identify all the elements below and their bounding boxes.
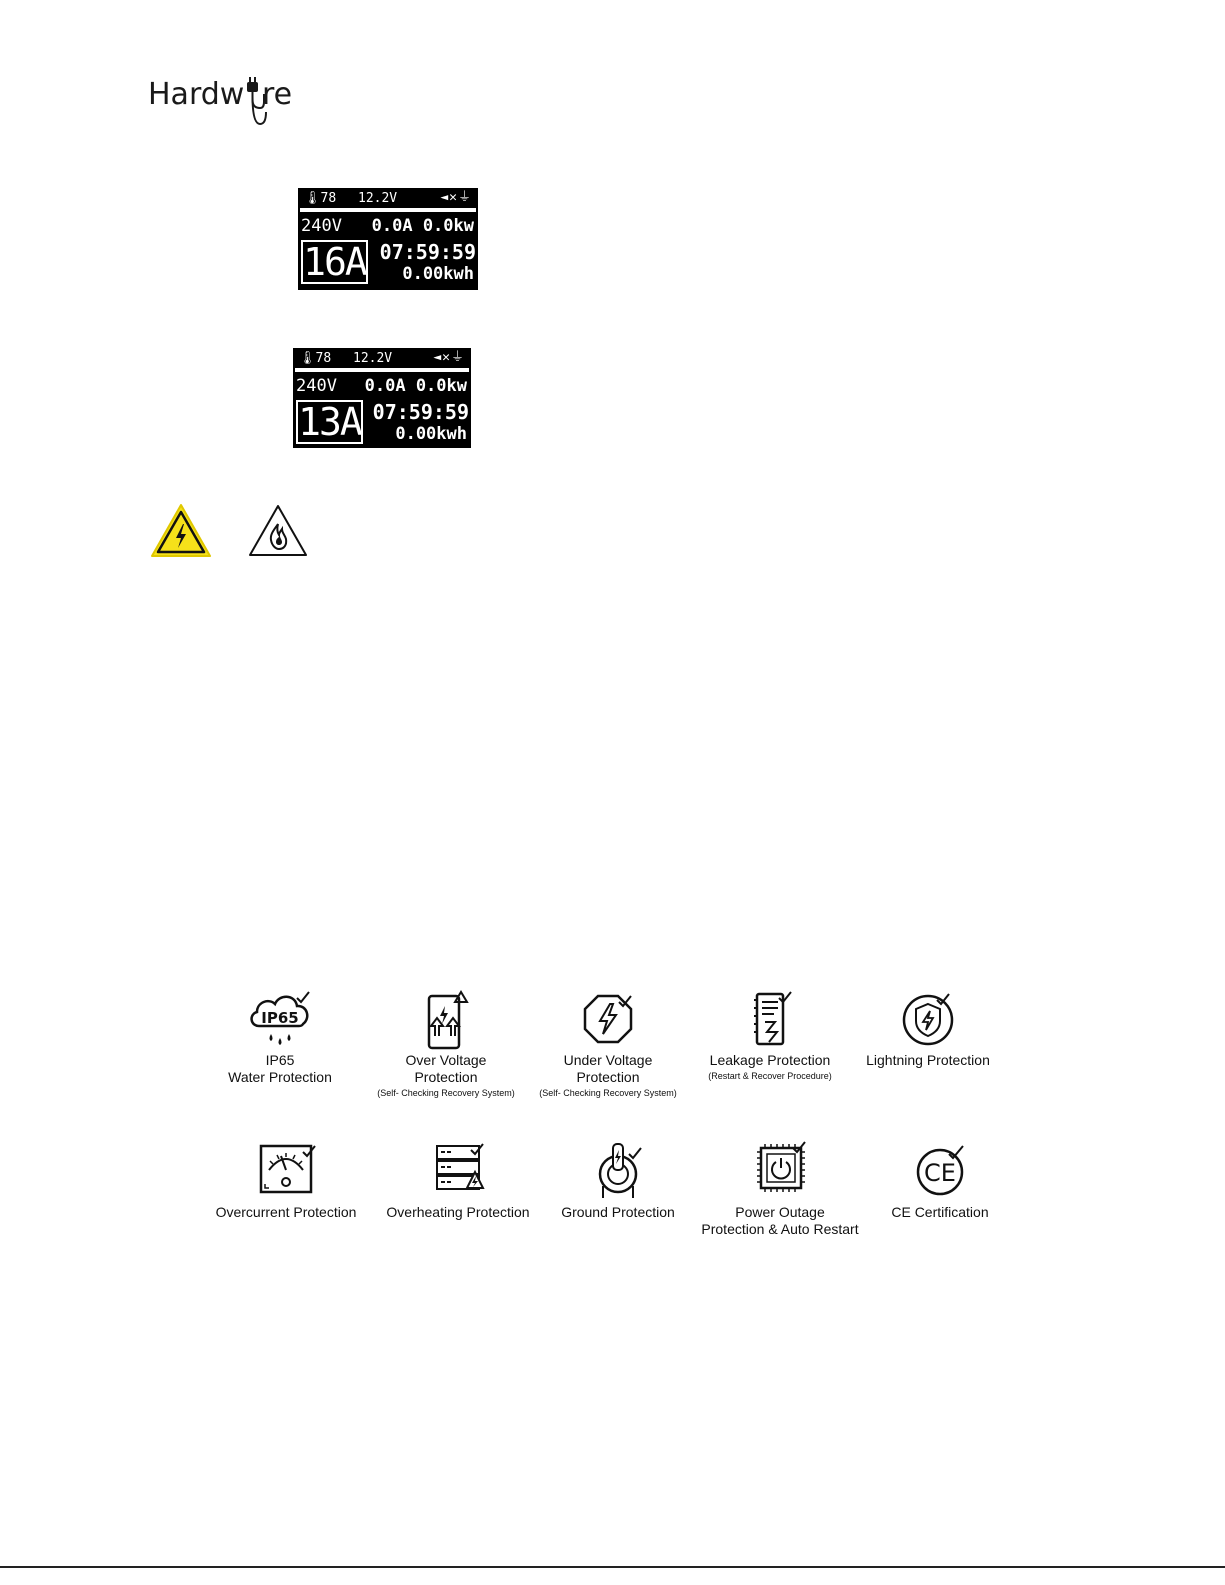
feature-power-outage: Power Outage Protection & Auto Restart — [700, 1140, 860, 1238]
feature-overcurrent: Overcurrent Protection — [206, 1140, 366, 1221]
temperature-readout: 🌡78 — [304, 191, 337, 206]
status-icons: ◄✕⏚ — [433, 350, 465, 365]
dc-voltage-readout: 12.2V — [358, 191, 398, 206]
leakage-protection-icon — [735, 988, 805, 1052]
feature-under-voltage: Under Voltage Protection (Self- Checking Recovery System) — [528, 988, 688, 1100]
feature-ce: CE CE Certification — [860, 1140, 1020, 1221]
feature-ground: Ground Protection — [538, 1140, 698, 1221]
amp-setting: 16A — [301, 240, 368, 284]
divider — [300, 208, 476, 212]
amp-setting: 13A — [296, 400, 363, 444]
lcd-display-16a — [298, 188, 478, 290]
ip65-cloud-icon — [245, 988, 315, 1052]
over-voltage-icon — [411, 988, 481, 1052]
energy-readout: 0.00kwh — [402, 264, 474, 284]
under-voltage-icon — [573, 988, 643, 1052]
electric-hazard-icon — [149, 502, 213, 560]
svg-text:IP65: IP65 — [261, 1009, 299, 1027]
svg-text:re: re — [262, 77, 293, 112]
dc-voltage-readout: 12.2V — [353, 351, 393, 366]
current-power-readout: 0.0A 0.0kw — [371, 216, 474, 236]
status-icons: ◄✕⏚ — [440, 190, 472, 205]
overheating-server-icon — [423, 1140, 493, 1204]
brand-logo — [148, 72, 318, 132]
ac-voltage-readout: 240V — [296, 376, 337, 396]
lightning-protection-icon — [893, 988, 963, 1052]
fire-hazard-icon — [246, 502, 310, 560]
svg-text:CE: CE — [924, 1159, 956, 1187]
timer-readout: 07:59:59 — [379, 240, 476, 264]
timer-readout: 07:59:59 — [372, 400, 469, 424]
feature-overheating: Overheating Protection — [378, 1140, 538, 1221]
ground-protection-icon — [583, 1140, 653, 1204]
divider — [295, 368, 469, 372]
current-power-readout: 0.0A 0.0kw — [364, 376, 467, 396]
feature-leakage: Leakage Protection (Restart & Recover Procedure) — [690, 988, 850, 1083]
lcd-display-13a — [293, 348, 471, 448]
energy-readout: 0.00kwh — [395, 424, 467, 444]
feature-lightning: Lightning Protection — [848, 988, 1008, 1069]
overcurrent-meter-icon — [251, 1140, 321, 1204]
feature-over-voltage: Over Voltage Protection (Self- Checking Recovery System) — [366, 988, 526, 1100]
power-outage-chip-icon — [745, 1140, 815, 1204]
ce-certification-icon — [905, 1140, 975, 1204]
plug-cable-icon — [148, 72, 318, 132]
ac-voltage-readout: 240V — [301, 216, 342, 236]
page-bottom-rule — [0, 1566, 1225, 1568]
temperature-readout: 🌡78 — [299, 351, 332, 366]
feature-ip65: IP65 IP65 Water Protection — [200, 988, 360, 1086]
svg-text:Hardw: Hardw — [148, 77, 245, 112]
